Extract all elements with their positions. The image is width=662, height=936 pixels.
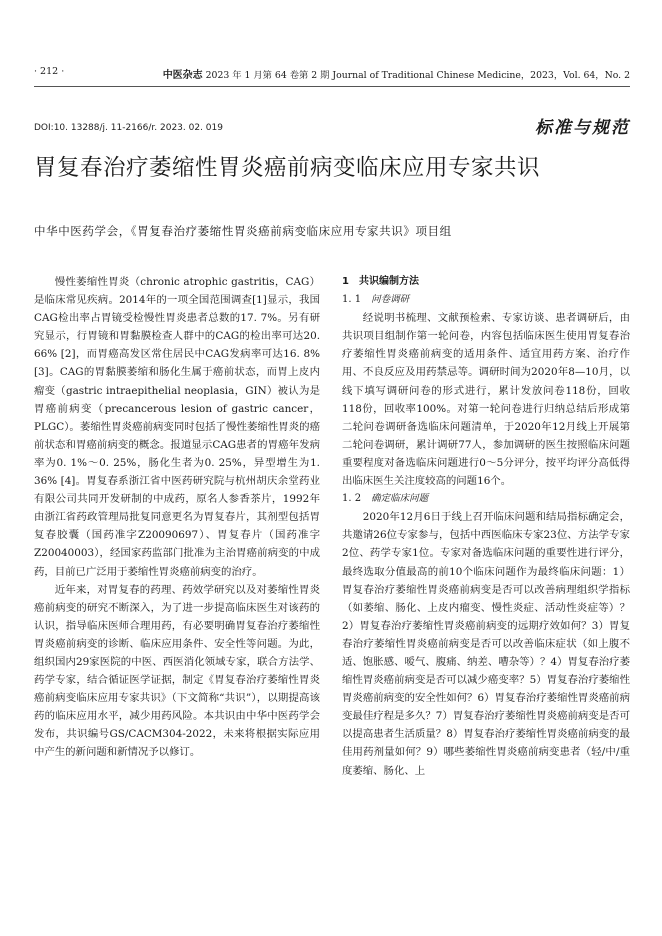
heading-1-2-label: 确定临床问题 [371, 493, 429, 505]
heading-1-1-label: 问卷调研 [371, 294, 410, 306]
journal-name: 中医杂志 [162, 70, 203, 81]
article-title: 胃复春治疗萎缩性胃炎癌前病变临床应用专家共识 [34, 155, 541, 181]
section-heading-1-1 [342, 291, 630, 309]
article-authors: 中华中医药学会，《胃复春治疗萎缩性胃炎癌前病变临床应用专家共识》项目组 [34, 224, 452, 238]
intro-paragraph-2: 近年来，对胃复春的药理、药效学研究以及对萎缩性胃炎癌前病变的研究不断深入，为了进一步提高临床医生对该药的认识，指导临床医师合理用药，有必要明确胃复春治疗萎缩性胃炎癌前病变的诊断、临床应用条件、安全性等问题。为此，组织国内29家医院的中医、西医消化领域专家，联合方法学、药学专家，结合循证医学证据，制定《胃复春治疗萎缩性胃炎癌前病变临床应用专家共识》（下文简称“共识”），以期提高该药的临床应用水平，减少用药风险。本共识由中华中医药学会发布，共识编号GS/CACM304-2022，未来将根据实际应用中产生的新问题和新情况予以修订。 [34, 583, 320, 759]
right-column [342, 273, 630, 780]
journal-citation [163, 66, 630, 81]
doi: DOI:10. 13288/j. 11-2166/r. 2023. 02. 019 [34, 123, 223, 133]
intro-paragraph-1: 慢性萎缩性胃炎（chronic atrophic gastritis，CAG）是临床常见疾病。2014年的一项全国范围调查[1]显示，我国CAG检出率占胃镜受检慢性胃炎患者总数的17. 7%。另有研究显示，行胃镜和胃黏膜检查人群中的CAG的检出率可达20. 66% [2]，而胃癌高发区常住居民中CAG发病率可达16. 8% [3]。CAG的胃黏膜萎缩和肠化生属于癌前状态，而胃上皮内瘤变（gastric intraepithelial neoplasia，GIN）被认为是胃癌前病变（precancerous lesion of gastric cancer，PLGC）。萎缩性胃炎癌前病变同时包括了慢性萎缩性胃炎的癌前状态和胃癌前病变的概念。报道显示CAG患者的胃癌年发病率为0. 1%～0. 25%，肠化生者为0. 25%，异型增生为1. 36% [4]。胃复春系浙江省中医药研究院与杭州胡庆余堂药业有限公司共同开发研制的中成药，原名人参香茶片，1992年由浙江省药政管理局批复同意更名为胃复春片，其剂型包括胃复春胶囊（国药准字Z20090697）、胃复春片（国药准字Z20040003），经国家药监部门批准为主治胃癌前病变的中成药，目前已广泛用于萎缩性胃炎癌前病变的治疗。 [34, 276, 320, 578]
header-rule [34, 86, 630, 87]
left-column [34, 273, 320, 762]
heading-1-1-number: 1. 1 [342, 294, 372, 306]
section-1-1-paragraph: 经说明书梳理、文献预检索、专家访谈、患者调研后，由共识项目组制作第一轮问卷，内容包括临床医生使用胃复春治疗萎缩性胃炎癌前病变的适用条件、适宜用药方案、治疗作用、不良反应及用药禁忌等。调研时间为2020年8—10月，以线下填写调研问卷的形式进行，累计发放问卷118份，回收118份，回收率100%。对第一轮问卷进行归纳总结后形成第二轮问卷调研备选临床问题清单，于2020年12月线上开展第二轮问卷调研，累计调研77人，参加调研的医生按照临床问题重要程度对备选临床问题进行0～5分评分，按平均评分高低得出临床医生关注度较高的问题16个。 [342, 312, 630, 488]
heading-1-2-number: 1. 2 [342, 493, 372, 505]
section-1-2-paragraph: 2020年12月6日于线上召开临床问题和结局指标确定会，共邀请26位专家参与，包括中西医临床专家23位、方法学专家2位、药学专家1位。专家对备选临床问题的重要性进行评分，最终选取分值最高的前10个临床问题作为最终临床问题：1）胃复春治疗萎缩性胃炎癌前病变是否可以改善病理组织学指标（如萎缩、肠化、上皮内瘤变、慢性炎症、活动性炎症等）？2）胃复春治疗萎缩性胃炎癌前病变的远期疗效如何？3）胃复春治疗萎缩性胃炎癌前病变是否可以改善临床症状（如上腹不适、饱胀感、嗳气、腹痛、纳差、嘈杂等）？4）胃复春治疗萎缩性胃炎癌前病变是否可以减少癌变率？5）胃复春治疗萎缩性胃炎癌前病变的安全性如何？6）胃复春治疗萎缩性胃炎癌前病变最佳疗程是多久？7）胃复春治疗萎缩性胃炎癌前病变是否可以提高患者生活质量？8）胃复春治疗萎缩性胃炎癌前病变的最佳用药剂量如何？9）哪些萎缩性胃炎癌前病变患者（轻/中/重度萎缩、肠化、上 [342, 511, 630, 777]
section-heading-1: 1 共识编制方法 [342, 276, 419, 287]
section-tag: 标准与规范 [535, 118, 630, 138]
journal-issue-info: 2023 年 1 月第 64 卷第 2 期 Journal of Traditional Chinese Medicine，2023，Vol. 64，No. 2 [202, 70, 630, 81]
section-heading-1-2 [342, 490, 630, 508]
page-number: · 212 · [34, 66, 65, 77]
